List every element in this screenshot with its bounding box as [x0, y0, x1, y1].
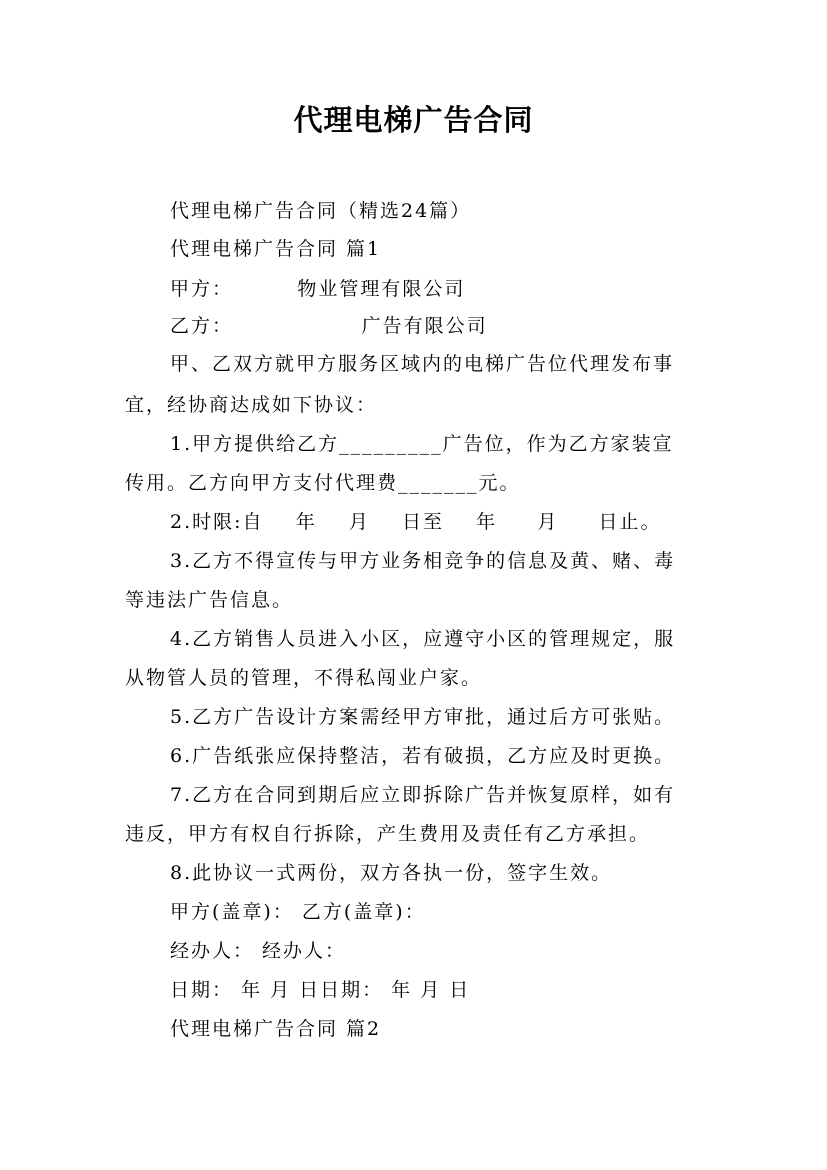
text-line: 等违法广告信息。	[125, 589, 294, 611]
text-line: 代理电梯广告合同（精选24篇）	[170, 200, 472, 222]
text-line: 日期： 年 月 日日期： 年 月 日	[170, 979, 471, 1001]
text-line: 2.时限:自 年 月 日至 年 月 日止。	[170, 511, 662, 533]
text-line: 甲方(盖章)： 乙方(盖章)：	[170, 901, 426, 923]
text-line: 代理电梯广告合同 篇1	[170, 238, 382, 260]
text-line: 经办人： 经办人：	[170, 940, 347, 962]
text-line: 违反，甲方有权自行拆除，产生费用及责任有乙方承担。	[125, 823, 651, 845]
text-line: 甲、乙双方就甲方服务区域内的电梯广告位代理发布事	[170, 353, 675, 375]
text-line: 宜，经协商达成如下协议：	[125, 394, 378, 416]
text-line: 6.广告纸张应保持整洁，若有破损，乙方应及时更换。	[170, 745, 676, 767]
text-line: 4.乙方销售人员进入小区，应遵守小区的管理规定，服	[170, 628, 676, 650]
text-line: 传用。乙方向甲方支付代理费_______元。	[125, 472, 521, 494]
text-line: 从物管人员的管理，不得私闯业户家。	[125, 667, 483, 689]
text-line: 1.甲方提供给乙方_________广告位，作为乙方家装宣	[170, 433, 674, 455]
text-line: 5.乙方广告设计方案需经甲方审批，通过后方可张贴。	[170, 706, 676, 728]
text-line: 乙方： 广告有限公司	[170, 315, 488, 337]
text-line: 7.乙方在合同到期后应立即拆除广告并恢复原样，如有	[170, 784, 676, 806]
text-line: 代理电梯广告合同 篇2	[170, 1018, 382, 1040]
text-line: 3.乙方不得宣传与甲方业务相竞争的信息及黄、赌、毒	[170, 550, 676, 572]
text-line: 甲方： 物业管理有限公司	[170, 278, 466, 300]
document-title: 代理电梯广告合同	[293, 103, 534, 137]
text-line: 8.此协议一式两份，双方各执一份，签字生效。	[170, 862, 613, 884]
